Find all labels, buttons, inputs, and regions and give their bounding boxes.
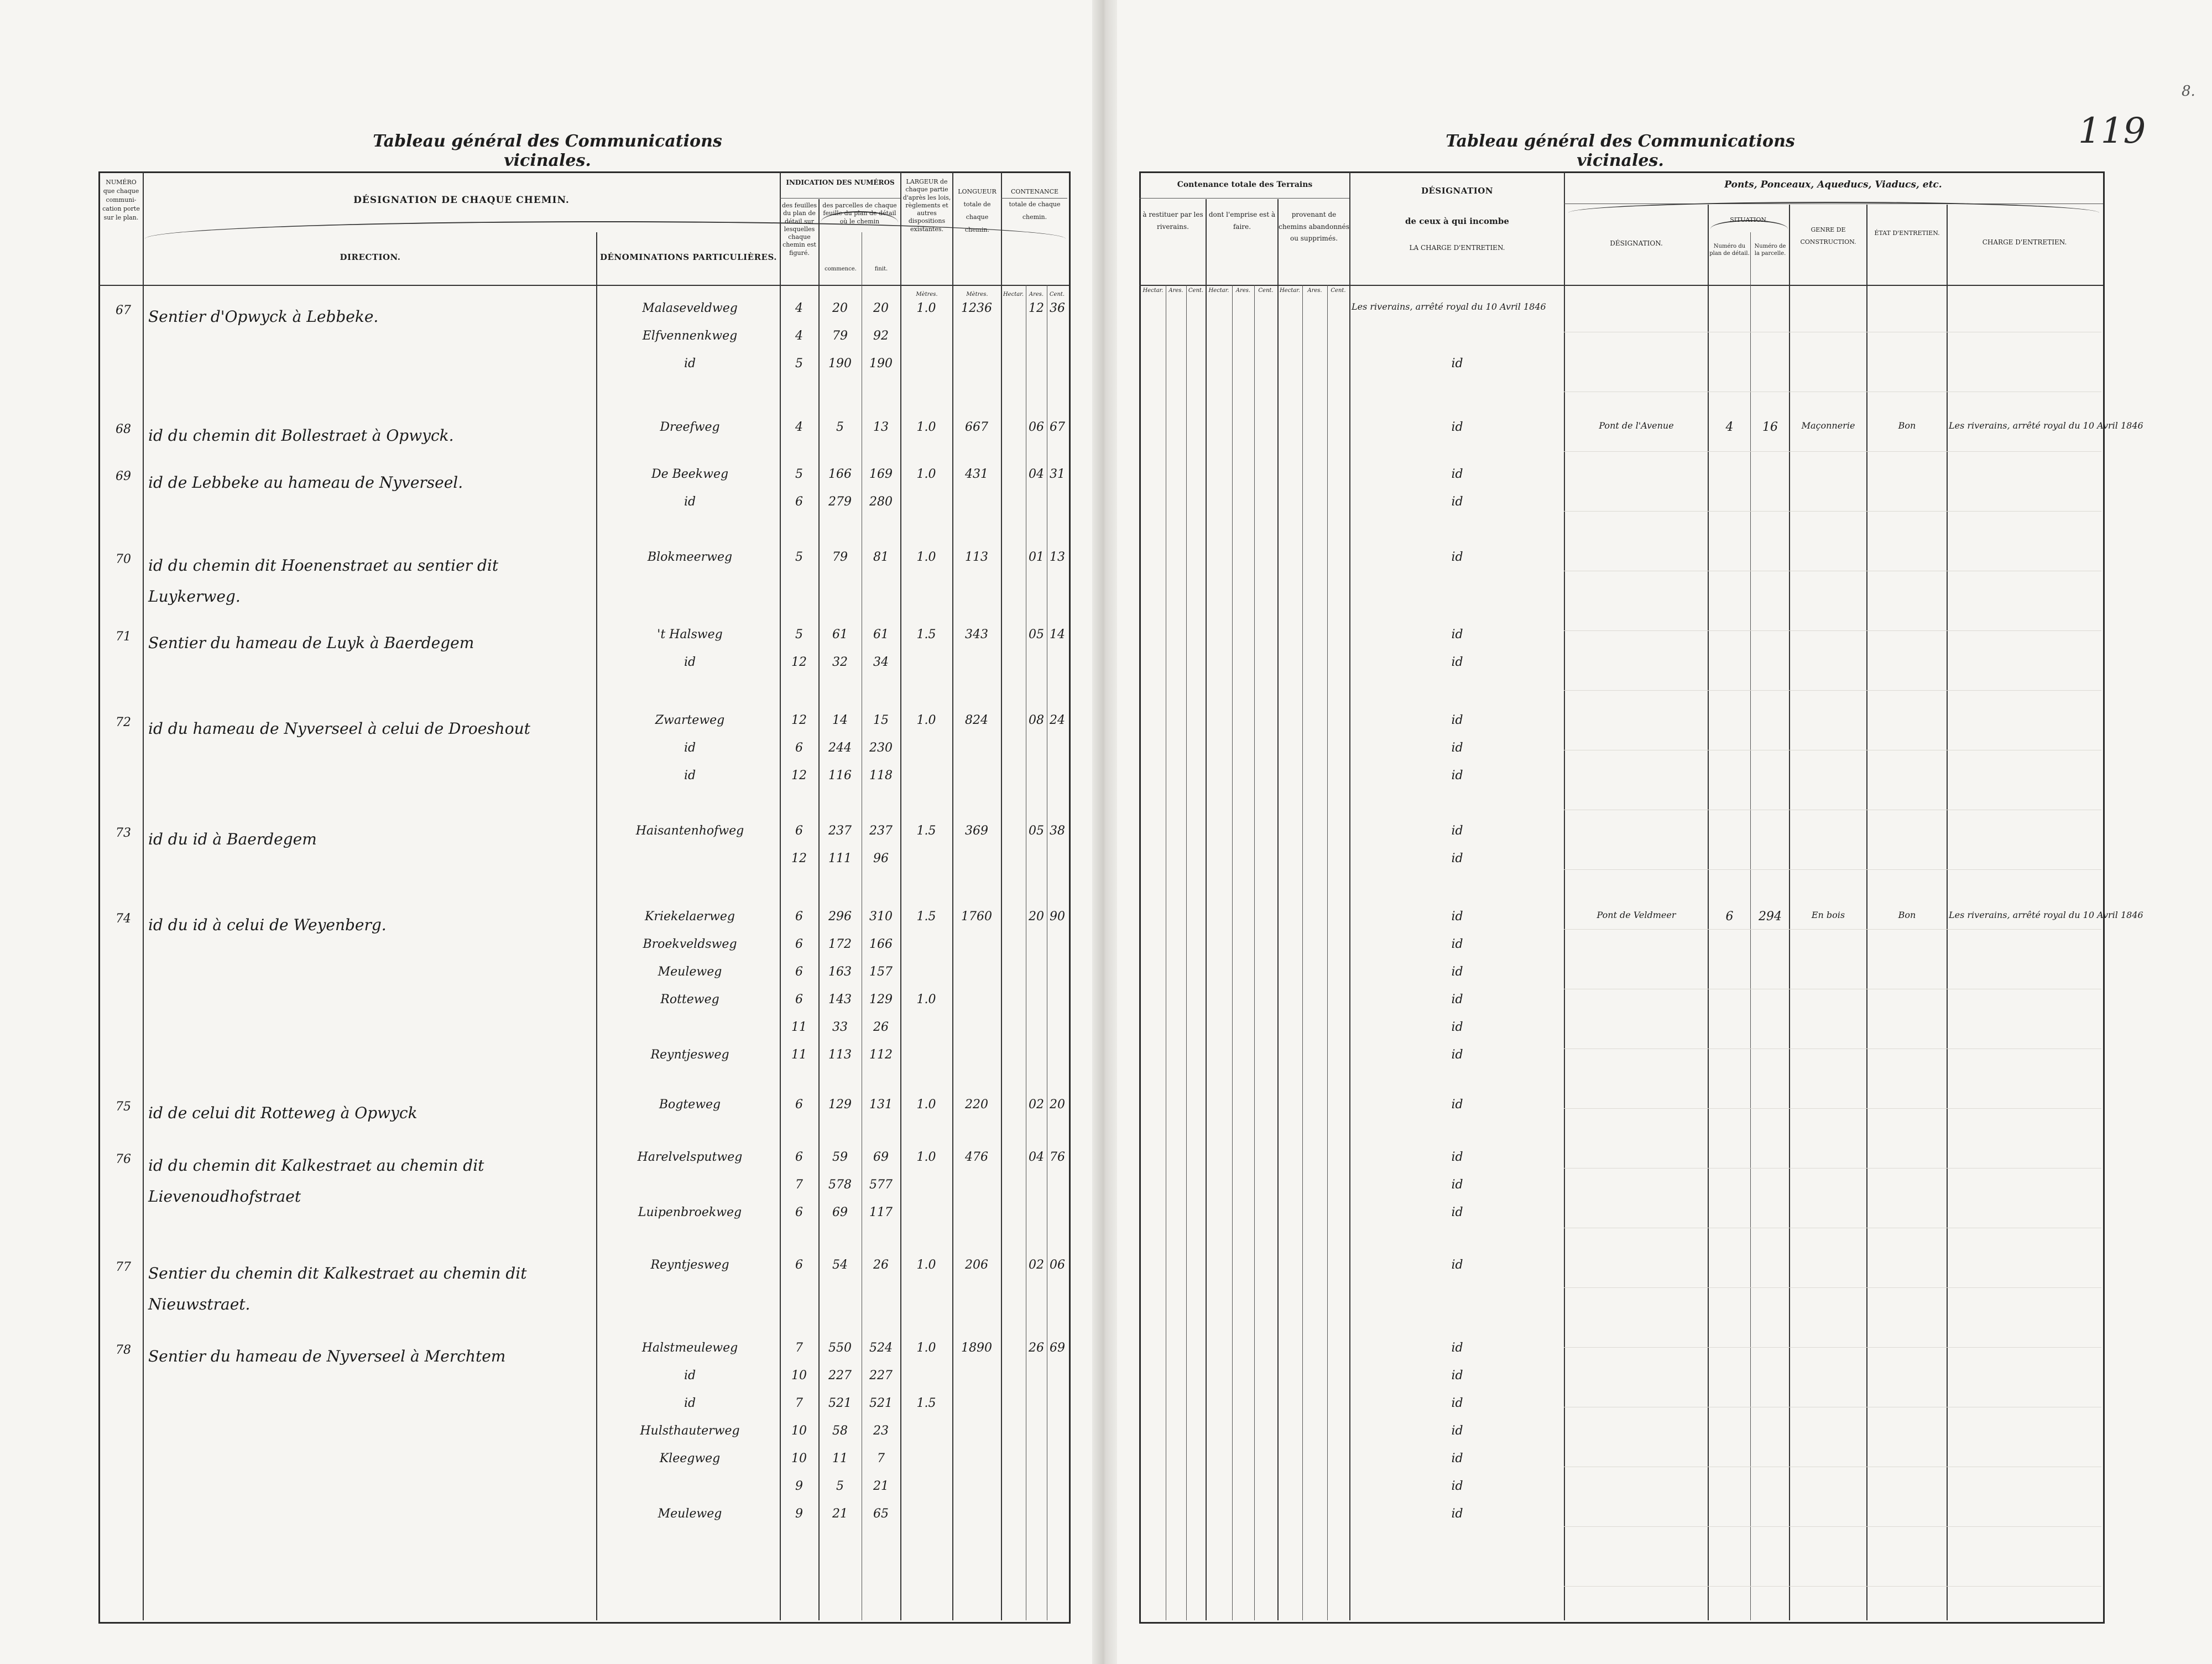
- denomination: Rotteweg: [660, 993, 719, 1006]
- parcelle-commence: 190: [828, 357, 852, 371]
- header-ponts: Ponts, Ponceaux, Aqueducs, Viaducs, etc.: [1724, 179, 1942, 190]
- parcelle-finit: 26: [873, 1020, 889, 1034]
- row-number: 68: [116, 422, 131, 436]
- parcelle-commence: 163: [828, 965, 852, 979]
- folio-number: 119: [2078, 111, 2146, 152]
- feuille-number: 9: [795, 1479, 803, 1493]
- feuille-number: 10: [791, 1452, 807, 1465]
- denomination: id: [684, 1396, 696, 1410]
- parcelle-commence: 32: [832, 655, 848, 669]
- largeur: 1.5: [916, 910, 936, 924]
- charge-entretien: id: [1451, 1424, 1463, 1438]
- charge-entretien: id: [1451, 550, 1463, 564]
- charge-entretien: id: [1451, 655, 1463, 669]
- denomination: 't Halsweg: [657, 628, 723, 641]
- feuille-number: 4: [795, 329, 803, 343]
- parcelle-finit: 577: [869, 1178, 893, 1192]
- largeur: 1.5: [916, 1396, 936, 1410]
- left-page-title: Tableau général des Communications vicinales.: [373, 132, 722, 170]
- denomination: Kriekelaerweg: [645, 910, 735, 924]
- feuille-number: 7: [795, 1396, 803, 1410]
- parcelle-commence: 33: [832, 1020, 848, 1034]
- feuille-number: 6: [795, 1206, 803, 1219]
- largeur: 1.0: [916, 467, 936, 481]
- row-direction: Sentier du hameau de Luyk à Baerdegem: [148, 634, 474, 652]
- parcelle-commence: 237: [828, 824, 852, 838]
- denomination: Luipenbroekweg: [638, 1206, 742, 1219]
- parcelle-finit: 34: [873, 655, 889, 669]
- longueur: 1760: [961, 910, 992, 924]
- parcelle-commence: 172: [828, 937, 852, 951]
- feuille-number: 6: [795, 495, 803, 509]
- charge-entretien: id: [1451, 1507, 1463, 1521]
- contenance-cent: 90: [1050, 910, 1065, 924]
- feuille-number: 6: [795, 824, 803, 838]
- charge-entretien: id: [1451, 713, 1463, 727]
- header-numero: NUMÉRO que chaque communi- cation porte sur le plan.: [102, 179, 140, 221]
- denomination: Reyntjesweg: [650, 1048, 729, 1062]
- charge-entretien: id: [1451, 741, 1463, 755]
- header-largeur: LARGEUR de chaque partie d'après les lois, règlements et autres dispositions existantes.: [902, 178, 951, 233]
- header-etat: ÉTAT D'ENTRETIEN.: [1874, 229, 1940, 237]
- header-designation: DÉSIGNATION DE CHAQUE CHEMIN.: [353, 195, 570, 206]
- parcelle-commence: 69: [832, 1206, 848, 1219]
- charge-entretien: id: [1451, 628, 1463, 641]
- contenance-ares: 12: [1029, 301, 1044, 315]
- charge-entretien: id: [1451, 1341, 1463, 1355]
- header-feuilles: des feuilles du plan de détail sur lesquelles chaque chemin est figuré.: [781, 202, 817, 257]
- parcelle-finit: 129: [869, 993, 893, 1006]
- header-pont-designation: DÉSIGNATION.: [1610, 239, 1663, 247]
- longueur: 369: [965, 824, 988, 838]
- feuille-number: 7: [795, 1178, 803, 1192]
- contenance-ares: 04: [1029, 1150, 1044, 1164]
- denomination: Bogteweg: [659, 1098, 721, 1112]
- denomination: Malaseveldweg: [642, 301, 738, 315]
- parcelle-finit: 20: [873, 301, 889, 315]
- parcelle-commence: 550: [828, 1341, 852, 1355]
- parcelle-commence: 166: [828, 467, 852, 481]
- feuille-number: 6: [795, 937, 803, 951]
- feuille-number: 5: [795, 628, 803, 641]
- longueur: 1236: [961, 301, 992, 315]
- contenance-ares: 04: [1029, 467, 1044, 481]
- feuille-number: 10: [791, 1369, 807, 1383]
- charge-entretien: id: [1451, 1020, 1463, 1034]
- contenance-cent: 67: [1050, 420, 1065, 434]
- row-direction: id du chemin dit Bollestraet à Opwyck.: [148, 426, 454, 445]
- feuille-number: 6: [795, 993, 803, 1006]
- parcelle-finit: 23: [873, 1424, 889, 1438]
- charge-entretien: id: [1451, 1178, 1463, 1192]
- parcelle-commence: 5: [836, 420, 844, 434]
- contenance-ares: 08: [1029, 713, 1044, 727]
- parcelle-finit: 7: [877, 1452, 885, 1465]
- charge-entretien: Les riverains, arrêté royal du 10 Avril 1846: [1352, 301, 1546, 312]
- feuille-number: 6: [795, 1098, 803, 1112]
- pont-parcelle: 16: [1762, 420, 1778, 434]
- row-direction: Sentier du chemin dit Kalkestraet au chemin dit Nieuwstraet.: [148, 1264, 527, 1313]
- charge-entretien: id: [1451, 495, 1463, 509]
- parcelle-finit: 92: [873, 329, 889, 343]
- header-num-parcelle: Numéro de la parcelle.: [1754, 243, 1786, 257]
- charge-entretien: id: [1451, 467, 1463, 481]
- header-indication: INDICATION DES NUMÉROS: [786, 179, 895, 186]
- feuille-number: 6: [795, 965, 803, 979]
- charge-entretien: id: [1451, 993, 1463, 1006]
- contenance-ares: 06: [1029, 420, 1044, 434]
- longueur: 476: [965, 1150, 988, 1164]
- parcelle-finit: 15: [873, 713, 889, 727]
- feuille-number: 11: [791, 1020, 807, 1034]
- charge-entretien: id: [1451, 1098, 1463, 1112]
- denomination: id: [684, 741, 696, 755]
- parcelle-commence: 129: [828, 1098, 852, 1112]
- parcelle-finit: 96: [873, 852, 889, 865]
- row-direction: id du chemin dit Hoenenstraet au sentier dit Luykerweg.: [148, 556, 499, 606]
- contenance-ares: 20: [1029, 910, 1044, 924]
- contenance-ares: 02: [1029, 1258, 1044, 1272]
- denomination: Harelvelsputweg: [637, 1150, 743, 1164]
- row-number: 76: [116, 1152, 131, 1166]
- row-direction: id de Lebbeke au hameau de Nyverseel.: [148, 473, 463, 492]
- parcelle-commence: 5: [836, 1479, 844, 1493]
- header-longueur: LONGUEUR totale de chaque chemin.: [958, 188, 997, 234]
- charge-entretien: id: [1451, 910, 1463, 924]
- parcelle-commence: 58: [832, 1424, 848, 1438]
- parcelle-commence: 21: [832, 1507, 848, 1521]
- parcelle-commence: 116: [828, 769, 852, 783]
- book-gutter: [1092, 0, 1117, 1664]
- header-provenant: provenant de chemins abandonnés ou supprimés.: [1279, 211, 1349, 243]
- parcelle-commence: 79: [832, 329, 848, 343]
- largeur: 1.0: [916, 550, 936, 564]
- pont-designation: Pont de l'Avenue: [1599, 420, 1674, 431]
- charge-entretien: id: [1451, 852, 1463, 865]
- parcelle-finit: 521: [869, 1396, 893, 1410]
- corner-mark: 8.: [2182, 83, 2195, 100]
- contenance-cent: 20: [1050, 1098, 1065, 1112]
- parcelle-finit: 61: [873, 628, 889, 641]
- row-number: 75: [116, 1100, 131, 1114]
- pont-parcelle: 294: [1759, 910, 1782, 924]
- charge-entretien: id: [1451, 1150, 1463, 1164]
- parcelle-finit: 524: [869, 1341, 893, 1355]
- parcelle-finit: 227: [869, 1369, 893, 1383]
- charge-entretien: id: [1451, 1396, 1463, 1410]
- largeur: 1.0: [916, 993, 936, 1006]
- charge-entretien: id: [1451, 1048, 1463, 1062]
- row-number: 74: [116, 912, 131, 926]
- parcelle-finit: 118: [869, 769, 893, 783]
- longueur: 220: [965, 1098, 988, 1112]
- row-direction: id du hameau de Nyverseel à celui de Droeshout: [148, 719, 530, 738]
- longueur: 206: [965, 1258, 988, 1272]
- header-contenance: CONTENANCE totale de chaque chemin.: [1009, 188, 1061, 221]
- parcelle-finit: 190: [869, 357, 893, 371]
- denomination: Haisantenhofweg: [635, 824, 744, 838]
- contenance-cent: 76: [1050, 1150, 1065, 1164]
- row-number: 70: [116, 552, 131, 566]
- largeur: 1.0: [916, 1341, 936, 1355]
- longueur: 343: [965, 628, 988, 641]
- contenance-ares: 26: [1029, 1341, 1044, 1355]
- parcelle-finit: 112: [869, 1048, 893, 1062]
- largeur: 1.0: [916, 1258, 936, 1272]
- denomination: Zwarteweg: [655, 713, 725, 727]
- pont-etat: Bon: [1898, 420, 1916, 431]
- header-restituer: à restituer par les riverains.: [1142, 211, 1203, 231]
- header-commence: commence.: [825, 266, 857, 272]
- parcelle-commence: 54: [832, 1258, 848, 1272]
- contenance-ares: 01: [1029, 550, 1044, 564]
- denomination: De Beekweg: [651, 467, 729, 481]
- contenance-cent: 24: [1050, 713, 1065, 727]
- feuille-number: 4: [795, 301, 803, 315]
- pont-feuille: 6: [1725, 910, 1734, 924]
- feuille-number: 12: [791, 769, 807, 783]
- row-direction: id du id à celui de Weyenberg.: [148, 916, 387, 934]
- contenance-ares: 05: [1029, 824, 1044, 838]
- feuille-number: 12: [791, 852, 807, 865]
- longueur: 113: [965, 550, 988, 564]
- header-genre: GENRE DE CONSTRUCTION.: [1800, 226, 1856, 246]
- row-direction: Sentier d'Opwyck à Lebbeke.: [148, 307, 379, 326]
- parcelle-finit: 169: [869, 467, 893, 481]
- right-page-title: Tableau général des Communications vicinales.: [1446, 132, 1795, 170]
- parcelle-commence: 111: [828, 852, 852, 865]
- charge-entretien: id: [1451, 965, 1463, 979]
- pont-genre: Maçonnerie: [1801, 420, 1855, 431]
- feuille-number: 6: [795, 910, 803, 924]
- largeur: 1.0: [916, 1098, 936, 1112]
- header-direction: DIRECTION.: [340, 252, 401, 262]
- feuille-number: 5: [795, 467, 803, 481]
- parcelle-commence: 14: [832, 713, 848, 727]
- denomination: id: [684, 655, 696, 669]
- parcelle-finit: 13: [873, 420, 889, 434]
- feuille-number: 4: [795, 420, 803, 434]
- charge-entretien: id: [1451, 769, 1463, 783]
- parcelle-commence: 521: [828, 1396, 852, 1410]
- contenance-cent: 06: [1050, 1258, 1065, 1272]
- row-direction: id du chemin dit Kalkestraet au chemin dit Lievenoudhofstraet: [148, 1156, 484, 1206]
- contenance-cent: 13: [1050, 550, 1065, 564]
- longueur: 1890: [961, 1341, 992, 1355]
- feuille-number: 6: [795, 741, 803, 755]
- pont-genre: En bois: [1811, 910, 1845, 920]
- charge-entretien: id: [1451, 1369, 1463, 1383]
- denomination: Dreefweg: [660, 420, 720, 434]
- feuille-number: 6: [795, 1258, 803, 1272]
- parcelle-finit: 310: [869, 910, 893, 924]
- charge-entretien: id: [1451, 357, 1463, 371]
- row-number: 78: [116, 1343, 131, 1357]
- parcelle-commence: 279: [828, 495, 852, 509]
- parcelle-commence: 113: [828, 1048, 852, 1062]
- charge-entretien: id: [1451, 420, 1463, 434]
- pont-charge: Les riverains, arrêté royal du 10 Avril 1846: [1949, 420, 2143, 431]
- row-number: 72: [116, 716, 131, 729]
- header-designation-charge: DÉSIGNATION: [1421, 186, 1494, 196]
- contenance-ares: 02: [1029, 1098, 1044, 1112]
- pont-charge: Les riverains, arrêté royal du 10 Avril 1846: [1949, 910, 2143, 920]
- charge-entretien: id: [1451, 1206, 1463, 1219]
- contenance-cent: 38: [1050, 824, 1065, 838]
- row-number: 71: [116, 630, 131, 644]
- parcelle-finit: 21: [873, 1479, 889, 1493]
- denomination: id: [684, 1369, 696, 1383]
- row-number: 67: [116, 304, 131, 317]
- contenance-cent: 31: [1050, 467, 1065, 481]
- contenance-cent: 36: [1050, 301, 1065, 315]
- denomination: Reyntjesweg: [650, 1258, 729, 1272]
- denomination: Meuleweg: [658, 1507, 722, 1521]
- denomination: Blokmeerweg: [647, 550, 733, 564]
- denomination: Meuleweg: [658, 965, 722, 979]
- row-direction: Sentier du hameau de Nyverseel à Merchtem: [148, 1347, 506, 1365]
- longueur: 824: [965, 713, 988, 727]
- header-num-plan: Numéro du plan de détail.: [1709, 243, 1750, 257]
- parcelle-finit: 280: [869, 495, 893, 509]
- parcelle-finit: 157: [869, 965, 893, 979]
- charge-entretien: id: [1451, 937, 1463, 951]
- row-number: 77: [116, 1260, 131, 1274]
- pont-feuille: 4: [1725, 420, 1734, 434]
- denomination: id: [684, 495, 696, 509]
- row-direction: id de celui dit Rotteweg à Opwyck: [148, 1104, 418, 1122]
- parcelle-finit: 65: [873, 1507, 889, 1521]
- parcelle-commence: 578: [828, 1178, 852, 1192]
- charge-entretien: id: [1451, 824, 1463, 838]
- charge-entretien: id: [1451, 1452, 1463, 1465]
- feuille-number: 5: [795, 550, 803, 564]
- denomination: Halstmeuleweg: [641, 1341, 738, 1355]
- row-direction: id du id à Baerdegem: [148, 830, 317, 848]
- parcelle-finit: 166: [869, 937, 893, 951]
- denomination: id: [684, 769, 696, 783]
- denomination: Hulsthauterweg: [640, 1424, 740, 1438]
- largeur: 1.0: [916, 1150, 936, 1164]
- largeur: 1.5: [916, 824, 936, 838]
- pont-etat: Bon: [1898, 910, 1916, 920]
- denomination: Elfvennenkweg: [642, 329, 738, 343]
- header-contenance-terrains: Contenance totale des Terrains: [1177, 180, 1313, 189]
- feuille-number: 12: [791, 713, 807, 727]
- feuille-number: 10: [791, 1424, 807, 1438]
- parcelle-commence: 244: [828, 741, 852, 755]
- charge-entretien: id: [1451, 1258, 1463, 1272]
- parcelle-finit: 230: [869, 741, 893, 755]
- parcelle-finit: 117: [869, 1206, 893, 1219]
- parcelle-finit: 131: [869, 1098, 893, 1112]
- parcelle-commence: 20: [832, 301, 848, 315]
- feuille-number: 9: [795, 1507, 803, 1521]
- denomination: Broekveldsweg: [643, 937, 737, 951]
- feuille-number: 5: [795, 357, 803, 371]
- parcelle-commence: 143: [828, 993, 852, 1006]
- parcelle-finit: 69: [873, 1150, 889, 1164]
- feuille-number: 11: [791, 1048, 807, 1062]
- header-parcelles: des parcelles de chaque feuille du plan de détail où le chemin: [822, 202, 897, 225]
- header-emprise: dont l'emprise est à faire.: [1208, 211, 1276, 231]
- largeur: 1.0: [916, 713, 936, 727]
- parcelle-commence: 296: [828, 910, 852, 924]
- header-charge: CHARGE D'ENTRETIEN.: [1982, 238, 2067, 246]
- right-table: [1139, 171, 2143, 1624]
- longueur: 431: [965, 467, 988, 481]
- header-finit: finit.: [874, 266, 888, 272]
- largeur: 1.5: [916, 628, 936, 641]
- parcelle-commence: 11: [832, 1452, 848, 1465]
- longueur: 667: [965, 420, 988, 434]
- header-situation: SITUATION.: [1730, 216, 1768, 223]
- charge-entretien: id: [1451, 1479, 1463, 1493]
- feuille-number: 7: [795, 1341, 803, 1355]
- largeur: 1.0: [916, 301, 936, 315]
- feuille-number: 6: [795, 1150, 803, 1164]
- parcelle-commence: 79: [832, 550, 848, 564]
- largeur: 1.0: [916, 420, 936, 434]
- contenance-ares: 05: [1029, 628, 1044, 641]
- feuille-number: 12: [791, 655, 807, 669]
- header-denominations: DÉNOMINATIONS PARTICULIÈRES.: [599, 252, 778, 262]
- parcelle-finit: 81: [873, 550, 889, 564]
- pont-designation: Pont de Veldmeer: [1597, 910, 1676, 920]
- parcelle-commence: 227: [828, 1369, 852, 1383]
- parcelle-commence: 61: [832, 628, 848, 641]
- row-number: 69: [116, 470, 131, 483]
- denomination: Kleegweg: [659, 1452, 721, 1465]
- parcelle-finit: 26: [873, 1258, 889, 1272]
- parcelle-commence: 59: [832, 1150, 848, 1164]
- denomination: id: [684, 357, 696, 371]
- row-number: 73: [116, 826, 131, 840]
- contenance-cent: 69: [1050, 1341, 1065, 1355]
- contenance-cent: 14: [1050, 628, 1065, 641]
- parcelle-finit: 237: [869, 824, 893, 838]
